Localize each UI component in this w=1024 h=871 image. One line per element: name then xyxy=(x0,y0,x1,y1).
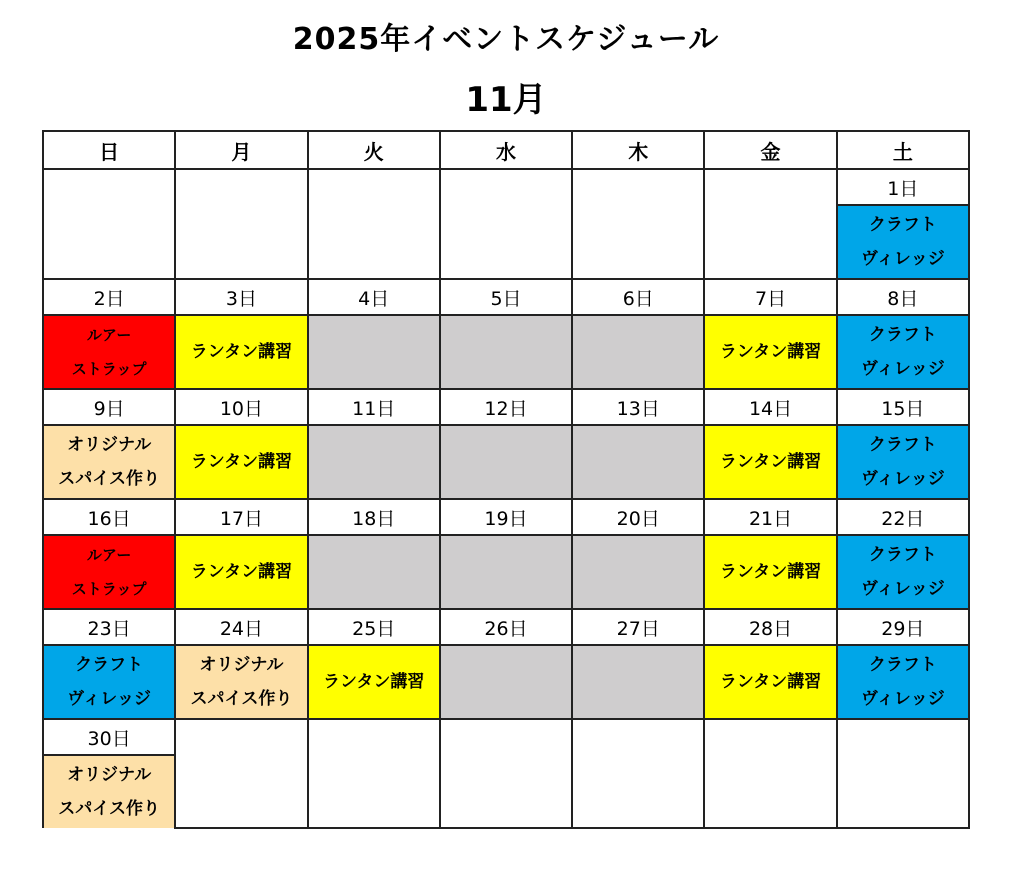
event-label: ヴィレッジ xyxy=(860,579,945,599)
event-lantern-class: ランタン講習 xyxy=(175,535,307,609)
date-cell: 28日 xyxy=(704,609,836,645)
event-label: クラフト xyxy=(868,435,937,455)
date-cell: 21日 xyxy=(704,499,836,535)
event-label: オリジナル xyxy=(67,765,152,785)
event-craft-village xyxy=(837,205,969,279)
empty-cell xyxy=(572,719,704,828)
week6-date-row xyxy=(43,719,969,755)
empty-cell xyxy=(440,719,572,828)
empty-cell xyxy=(308,719,440,828)
closed-cell xyxy=(572,425,704,499)
date-cell: 26日 xyxy=(440,609,572,645)
date-cell: 22日 xyxy=(837,499,969,535)
date-cell: 30日 xyxy=(43,719,175,755)
event-label: クラフト xyxy=(868,325,937,345)
month-heading: 11月 xyxy=(465,80,547,120)
event-label: ヴィレッジ xyxy=(67,689,152,709)
date-cell: 9日 xyxy=(43,389,175,425)
event-label: クラフト xyxy=(868,655,937,675)
weekday-wed: 水 xyxy=(440,131,572,169)
empty-cell xyxy=(43,169,175,279)
empty-cell xyxy=(837,719,969,828)
calendar-table xyxy=(42,130,970,829)
closed-cell xyxy=(308,425,440,499)
event-label: ルアー xyxy=(86,546,132,564)
event-lure-strap xyxy=(43,535,175,609)
week4-date-row xyxy=(43,499,969,535)
week2-event-row xyxy=(43,315,969,389)
date-cell: 23日 xyxy=(43,609,175,645)
event-label: ストラップ xyxy=(71,580,147,598)
date-cell: 14日 xyxy=(704,389,836,425)
date-cell: 8日 xyxy=(837,279,969,315)
date-cell: 29日 xyxy=(837,609,969,645)
date-cell: 7日 xyxy=(704,279,836,315)
weekday-tue: 火 xyxy=(308,131,440,169)
empty-cell xyxy=(308,169,440,279)
closed-cell xyxy=(440,425,572,499)
date-cell: 13日 xyxy=(572,389,704,425)
closed-cell xyxy=(308,315,440,389)
event-label: スパイス作り xyxy=(58,799,161,819)
date-cell: 3日 xyxy=(175,279,307,315)
date-cell: 17日 xyxy=(175,499,307,535)
event-lantern-class: ランタン講習 xyxy=(308,645,440,719)
week3-event-row xyxy=(43,425,969,499)
date-cell: 16日 xyxy=(43,499,175,535)
closed-cell xyxy=(440,315,572,389)
date-cell: 27日 xyxy=(572,609,704,645)
date-cell: 12日 xyxy=(440,389,572,425)
weekday-sun: 日 xyxy=(43,131,175,169)
closed-cell xyxy=(572,315,704,389)
page-title: 2025年イベントスケジュール xyxy=(292,22,720,57)
event-label: ストラップ xyxy=(71,360,147,378)
event-lantern-class: ランタン講習 xyxy=(704,535,836,609)
empty-cell xyxy=(175,719,307,828)
date-cell: 4日 xyxy=(308,279,440,315)
weekday-header-row xyxy=(43,131,969,169)
event-lantern-class: ランタン講習 xyxy=(175,315,307,389)
date-cell: 20日 xyxy=(572,499,704,535)
date-cell: 10日 xyxy=(175,389,307,425)
closed-cell xyxy=(572,535,704,609)
weekday-fri: 金 xyxy=(704,131,836,169)
date-cell: 18日 xyxy=(308,499,440,535)
event-label: ルアー xyxy=(86,326,132,344)
event-craft-village xyxy=(837,645,969,719)
date-cell: 6日 xyxy=(572,279,704,315)
date-cell: 5日 xyxy=(440,279,572,315)
event-lantern-class: ランタン講習 xyxy=(704,425,836,499)
event-label: クラフト xyxy=(868,545,937,565)
date-cell: 11日 xyxy=(308,389,440,425)
empty-cell xyxy=(704,169,836,279)
weekday-thu: 木 xyxy=(572,131,704,169)
date-cell: 2日 xyxy=(43,279,175,315)
date-cell: 1日 xyxy=(837,169,969,205)
event-label: ヴィレッジ xyxy=(860,469,945,489)
date-cell: 24日 xyxy=(175,609,307,645)
week3-date-row xyxy=(43,389,969,425)
week5-event-row xyxy=(43,645,969,719)
event-craft-village xyxy=(837,535,969,609)
event-label: クラフト xyxy=(868,215,937,235)
week2-date-row xyxy=(43,279,969,315)
closed-cell xyxy=(572,645,704,719)
event-label: オリジナル xyxy=(199,655,284,675)
event-lantern-class: ランタン講習 xyxy=(704,315,836,389)
weekday-mon: 月 xyxy=(175,131,307,169)
event-craft-village xyxy=(837,425,969,499)
closed-cell xyxy=(308,535,440,609)
event-label: スパイス作り xyxy=(58,469,161,489)
empty-cell xyxy=(704,719,836,828)
event-original-spice xyxy=(43,425,175,499)
date-cell: 25日 xyxy=(308,609,440,645)
event-label: スパイス作り xyxy=(190,689,293,709)
weekday-sat: 土 xyxy=(837,131,969,169)
event-label: ヴィレッジ xyxy=(860,689,945,709)
week4-event-row xyxy=(43,535,969,609)
event-craft-village xyxy=(837,315,969,389)
closed-cell xyxy=(440,645,572,719)
event-label: クラフト xyxy=(75,655,144,675)
event-original-spice xyxy=(43,755,175,828)
empty-cell xyxy=(175,169,307,279)
date-cell: 19日 xyxy=(440,499,572,535)
empty-cell xyxy=(440,169,572,279)
event-lure-strap xyxy=(43,315,175,389)
empty-cell xyxy=(572,169,704,279)
event-label: ヴィレッジ xyxy=(860,249,945,269)
event-craft-village xyxy=(43,645,175,719)
event-label: オリジナル xyxy=(67,435,152,455)
event-original-spice xyxy=(175,645,307,719)
closed-cell xyxy=(440,535,572,609)
event-lantern-class: ランタン講習 xyxy=(175,425,307,499)
event-lantern-class: ランタン講習 xyxy=(704,645,836,719)
date-cell: 15日 xyxy=(837,389,969,425)
week5-date-row xyxy=(43,609,969,645)
event-label: ヴィレッジ xyxy=(860,359,945,379)
week1-date-row xyxy=(43,169,969,205)
